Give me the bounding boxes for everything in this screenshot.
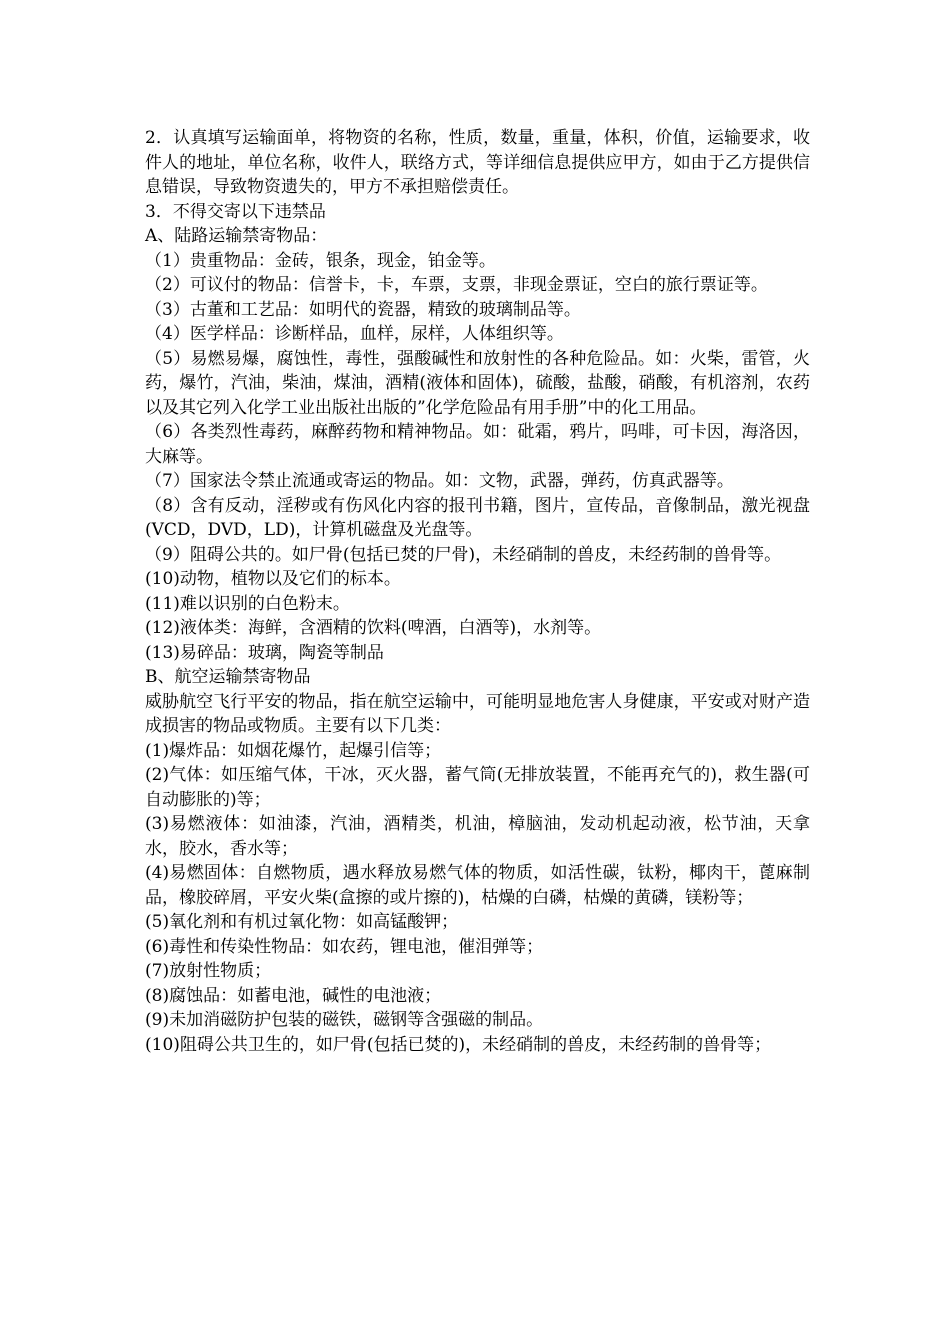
list-item: (8)腐蚀品：如蓄电池，碱性的电池液； [145,985,442,1006]
list-item: (6)毒性和传染性物品：如农药，锂电池，催泪弹等； [145,936,544,957]
list-item: （6）各类烈性毒药，麻醉药物和精神物品。如：砒霜，鸦片，吗啡，可卡因，海洛因，大麻等。 [145,422,810,467]
paragraph-item-2-shipping-form: 2．认真填写运输面单，将物资的名称，性质，数量，重量，体积，价值，运输要求，收件人的地址，单位名称，收件人，联络方式，等详细信息提供应甲方，如由于乙方提供信息错误，导致物资遗失的，甲方不承担赔偿责任。 [145,128,810,197]
list-item: (12)液体类：海鲜，含酒精的饮料(啤酒，白酒等)，水剂等。 [145,618,602,638]
list-item: (5)氧化剂和有机过氧化物：如高锰酸钾； [145,912,459,932]
list-item: （2）可议付的物品：信誉卡，卡，车票，支票，非现金票证，空白的旅行票证等。 [145,275,768,295]
list-item: （4）医学样品：诊断样品，血样，尿样，人体组织等。 [145,324,564,344]
list-item: (9)未加消磁防护包装的磁铁，磁钢等含强磁的制品。 [145,1010,544,1030]
list-item: （8）含有反动，淫秽或有伤风化内容的报刊书籍，图片，宣传品，音像制品，激光视盘(VCD，DVD，LD)，计算机磁盘及光盘等。 [145,495,810,540]
list-item: (3)易燃液体：如油漆，汽油，酒精类，机油，樟脑油，发动机起动液，松节油，天拿水，胶水，香水等； [145,814,810,859]
document-body [145,126,810,1057]
list-item: (10)阻碍公共卫生的，如尸骨(包括已焚的)，未经硝制的兽皮，未经药制的兽骨等； [145,1034,772,1055]
subsection-heading-land-transport: A、陆路运输禁寄物品： [145,226,328,246]
list-item: (11)难以识别的白色粉末。 [145,593,350,614]
list-item: (2)气体：如压缩气体，干冰，灭火器，蓄气筒(无排放装置，不能再充气的)，救生器(可自动膨胀的)等； [145,765,810,810]
list-item: (13)易碎品：玻璃，陶瓷等制品 [145,642,384,663]
paragraph-air-transport-intro: 威胁航空飞行平安的物品，指在航空运输中，可能明显地危害人身健康，平安或对财产造成损害的物品或物质。主要有以下几类： [145,691,810,736]
list-item: （7）国家法令禁止流通或寄运的物品。如：文物，武器，弹药，仿真武器等。 [145,471,734,491]
subsection-heading-air-transport: B、航空运输禁寄物品 [145,667,311,687]
list-item: (1)爆炸品：如烟花爆竹，起爆引信等； [145,740,442,761]
list-item: （5）易燃易爆，腐蚀性，毒性，强酸碱性和放射性的各种危险品。如：火柴，雷管，火药，爆竹，汽油，柴油，煤油，酒精(液体和固体)，硫酸，盐酸，硝酸，有机溶剂，农药以及其它列入化学工业出版社出版的”化学危险品有用手册”中的化工用品。 [145,348,810,418]
section-heading-prohibited-items: 3．不得交寄以下违禁品 [145,201,326,222]
list-item: (4)易燃固体：自燃物质，遇水释放易燃气体的物质，如活性碳，钛粉，椰肉干，蓖麻制品，橡胶碎屑，平安火柴(盒擦的或片擦的)，枯燥的白磷，枯燥的黄磷，镁粉等； [145,863,810,908]
list-item: (10)动物，植物以及它们的标本。 [145,569,401,589]
list-item: （1）贵重物品：金砖，银条，现金，铂金等。 [145,250,496,271]
list-item: （9）阻碍公共的。如尸骨(包括已焚的尸骨)，未经硝制的兽皮，未经药制的兽骨等。 [145,544,782,565]
list-item: （3）古董和工艺品：如明代的瓷器，精致的玻璃制品等。 [145,299,581,320]
list-item: (7)放射性物质； [145,961,272,981]
